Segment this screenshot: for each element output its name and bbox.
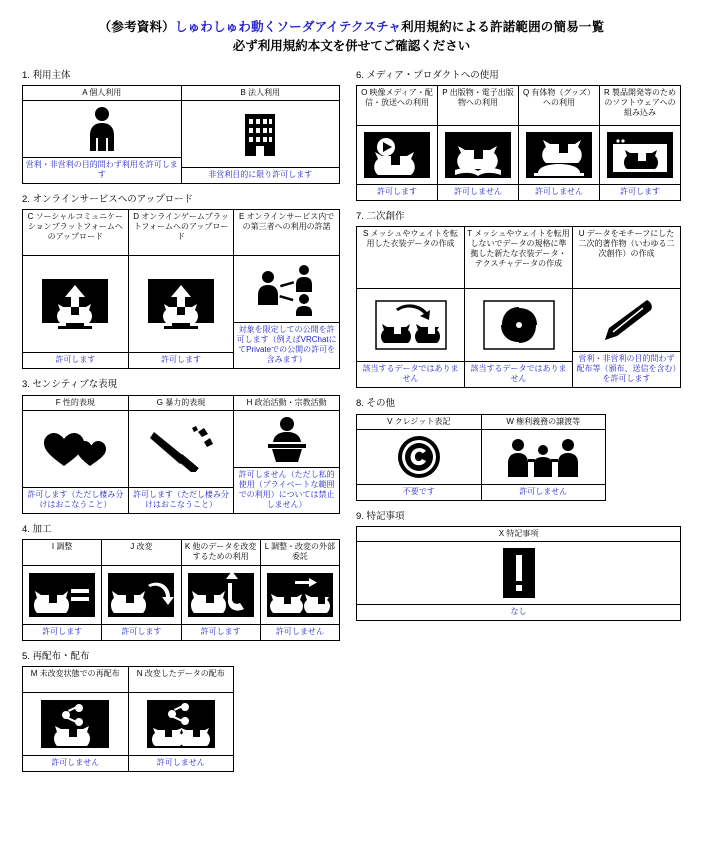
exclamation-icon (499, 546, 539, 600)
card-V-art (357, 430, 481, 484)
cat-goods-icon (524, 129, 594, 181)
card-F-head: F 性的表現 (23, 396, 128, 411)
card-P-head: P 出版物・電子出版物への利用 (438, 86, 518, 126)
title-accent: しゅわしゅわ動くソーダアイテクスチャ (174, 20, 402, 34)
card-A-head: A 個人利用 (23, 86, 181, 101)
page-title (22, 18, 681, 56)
card-P (438, 86, 519, 200)
card-T-art (465, 289, 572, 361)
card-I-foot: 許可します (23, 624, 101, 640)
card-W-head: W 権利義務の譲渡等 (482, 415, 606, 430)
card-S-head: S メッシュやウェイトを転用した衣装データの作成 (357, 227, 464, 289)
card-N-foot: 許可しません (129, 755, 234, 771)
cat-change-icon (106, 569, 176, 621)
card-O-art (357, 126, 437, 184)
card-H-art (234, 411, 339, 467)
person-icon (80, 105, 124, 153)
section-4-grid (22, 539, 340, 641)
card-E-foot: 対象を限定しての公開を許可します（例えばVRChatにてPrivateでの公開の許可を含みます） (234, 322, 339, 368)
cat-play-icon (362, 129, 432, 181)
card-U-head: U データをモチーフにした二次的著作物（いわゆる二次創作）の作成 (573, 227, 680, 289)
card-Q (519, 86, 600, 200)
card-M-head: M 未改変状態での再配布 (23, 667, 128, 693)
card-A-foot: 営利・非営利の目的問わず利用を許可します (23, 157, 181, 183)
card-O-foot: 許可します (357, 184, 437, 200)
right-column (356, 70, 681, 631)
section-8-grid (356, 414, 606, 501)
card-E (234, 210, 340, 368)
card-D-foot: 許可します (129, 352, 234, 368)
card-N (129, 667, 235, 771)
card-B (182, 86, 341, 183)
card-J-art (102, 566, 180, 624)
card-B-art (182, 101, 340, 167)
card-E-art (234, 256, 339, 322)
section-2-title: 2. オンラインサービスへのアップロード (22, 193, 194, 205)
card-W-art (482, 430, 606, 484)
card-R-art (600, 126, 680, 184)
left-column (22, 70, 340, 783)
card-S-foot: 該当するデータではありません (357, 361, 464, 387)
card-R-foot: 許可します (600, 184, 680, 200)
card-A-art (23, 101, 181, 157)
card-J-head: J 改変 (102, 540, 180, 566)
section-5 (22, 651, 340, 772)
card-K-foot: 許可します (182, 624, 260, 640)
card-X-art (357, 542, 680, 604)
section-7-title: 7. 二次創作 (356, 210, 405, 222)
card-K-head: K 他のデータを改変するための利用 (182, 540, 260, 566)
card-M-foot: 許可しません (23, 755, 128, 771)
section-8 (356, 398, 681, 500)
card-I-art (23, 566, 101, 624)
card-L-art (261, 566, 339, 624)
building-icon (237, 110, 283, 158)
knife-icon (146, 426, 216, 472)
title-prefix: （参考資料） (98, 20, 175, 34)
card-W (482, 415, 607, 500)
section-8-title: 8. その他 (356, 398, 396, 410)
pen-icon (587, 292, 665, 348)
section-1-title: 1. 利用主体 (22, 69, 71, 81)
card-R-head: R 製品開発等のためのソフトウェアへの組み込み (600, 86, 680, 126)
card-S-art (357, 289, 464, 361)
card-S (357, 227, 465, 387)
card-J (102, 540, 181, 640)
copyright-icon (395, 433, 443, 481)
card-G-art (129, 411, 234, 487)
card-Q-foot: 許可しません (519, 184, 599, 200)
card-O (357, 86, 438, 200)
card-M (23, 667, 129, 771)
card-G (129, 396, 235, 513)
card-C-foot: 許可します (23, 352, 128, 368)
card-N-art (129, 693, 234, 755)
card-H-foot: 許可しません（ただし私的使用（プライベートな範囲での利用）については禁止しません） (234, 467, 339, 513)
card-N-head: N 改変したデータの配布 (129, 667, 234, 693)
share-two-cats-icon (141, 696, 221, 752)
section-1-grid (22, 85, 340, 184)
card-U-art (573, 289, 680, 351)
card-K (182, 540, 261, 640)
title-subtitle: 必ず利用規約本文を併せてご確認ください (232, 38, 471, 53)
card-O-head: O 映像メディア・配信・放送への利用 (357, 86, 437, 126)
card-D-art (129, 256, 234, 352)
card-L-foot: 許可しません (261, 624, 339, 640)
title-suffix: 利用規約による許諾範囲の簡易一覧 (401, 20, 605, 34)
section-6-title: 6. メディア・プロダクトへの使用 (356, 69, 499, 81)
card-F-foot: 許可します（ただし棲み分けはおこなうこと） (23, 487, 128, 513)
card-R (600, 86, 681, 200)
speaker-podium-icon (252, 416, 322, 462)
pinwheel-icon (480, 297, 558, 353)
card-P-art (438, 126, 518, 184)
upload-cat-icon (38, 275, 112, 333)
card-E-head: E オンラインサービス内での第三者への利用の許諾 (234, 210, 339, 256)
section-2 (22, 194, 340, 369)
card-B-head: B 法人利用 (182, 86, 340, 101)
section-2-grid (22, 209, 340, 369)
card-C (23, 210, 129, 368)
card-U-foot: 営利・非営利の目的問わず配布等（頒布、送信を含む）を許可します (573, 351, 680, 387)
section-5-title: 5. 再配布・配布 (22, 650, 90, 662)
card-I (23, 540, 102, 640)
card-X (357, 527, 681, 620)
card-I-head: I 調整 (23, 540, 101, 566)
section-3-title: 3. センシティブな表現 (22, 379, 118, 391)
card-A (23, 86, 182, 183)
card-C-art (23, 256, 128, 352)
card-M-art (23, 693, 128, 755)
content-columns (22, 70, 681, 783)
card-Q-art (519, 126, 599, 184)
card-C-head: C ソーシャルコミュニケーションプラットフォームへのアップロード (23, 210, 128, 256)
cat-equals-icon (27, 569, 97, 621)
card-V-foot: 不要です (357, 484, 481, 500)
card-J-foot: 許可します (102, 624, 180, 640)
section-6-grid (356, 85, 681, 201)
card-X-foot: なし (357, 604, 680, 620)
card-F (23, 396, 129, 513)
card-B-foot: 非営利目的に限り許可します (182, 167, 340, 183)
share-people-icon (252, 261, 322, 317)
section-7 (356, 211, 681, 388)
section-9-grid (356, 526, 681, 621)
cat-mesh-icon (372, 297, 450, 353)
card-W-foot: 許可しません (482, 484, 606, 500)
card-T (465, 227, 573, 387)
card-L (261, 540, 340, 640)
cat-arrow-icon (186, 569, 256, 621)
cat-handoff-icon (265, 569, 335, 621)
card-G-foot: 許可します（ただし棲み分けはおこなうこと） (129, 487, 234, 513)
section-7-grid (356, 226, 681, 388)
cat-book-icon (443, 129, 513, 181)
card-V-head: V クレジット表記 (357, 415, 481, 430)
card-V (357, 415, 482, 500)
share-cat-icon (35, 696, 115, 752)
cat-window-icon (605, 129, 675, 181)
card-F-art (23, 411, 128, 487)
section-3 (22, 379, 340, 513)
upload-cat-icon (144, 275, 218, 333)
card-K-art (182, 566, 260, 624)
section-6 (356, 70, 681, 201)
card-Q-head: Q 有体物（グッズ）への利用 (519, 86, 599, 126)
card-H-head: H 政治活動・宗教活動 (234, 396, 339, 411)
handover-people-icon (504, 433, 582, 481)
section-3-grid (22, 395, 340, 514)
card-D-head: D オンラインゲームプラットフォームへのアップロード (129, 210, 234, 256)
section-5-grid (22, 666, 234, 772)
card-X-head: X 特記事項 (357, 527, 680, 542)
section-9-title: 9. 特記事項 (356, 510, 405, 522)
hearts-icon (40, 426, 110, 472)
card-P-foot: 許可しません (438, 184, 518, 200)
card-T-head: T メッシュやウェイトを転用しないでデータの規格に準拠した新たな衣装データ・テクスチャデータの作成 (465, 227, 572, 289)
section-1 (22, 70, 340, 184)
card-D (129, 210, 235, 368)
section-4-title: 4. 加工 (22, 523, 52, 535)
card-T-foot: 該当するデータではありません (465, 361, 572, 387)
section-4 (22, 524, 340, 641)
card-U (573, 227, 681, 387)
card-H (234, 396, 340, 513)
card-G-head: G 暴力的表現 (129, 396, 234, 411)
card-L-head: L 調整・改変の外部委託 (261, 540, 339, 566)
section-9 (356, 511, 681, 621)
